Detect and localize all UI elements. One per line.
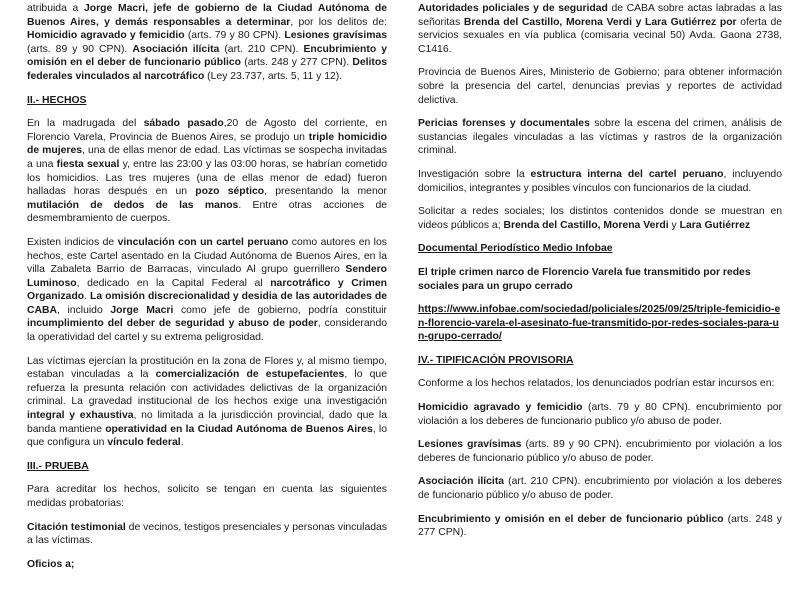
bold-text: Asociación ilícita: [132, 43, 220, 55]
right-paragraph-2: Provincia de Buenos Aires, Ministerio de Gobierno; para obtener información sobre la presencia del cartel, denuncias previas y reportes de actividad delictiva.: [418, 67, 782, 106]
text: y: [668, 219, 680, 231]
section-heading-prueba: III.- PRUEBA: [27, 460, 89, 472]
text: , lo que configura un: [27, 423, 388, 449]
bold-text: Homicidio agravado y femicidio: [418, 402, 583, 414]
bold-text: Pericias forenses y documentales: [418, 118, 590, 130]
section-heading-tipificacion: IV.- TIPIFICACIÓN PROVISORIA: [418, 354, 574, 366]
text: (arts. 248 y 277 CPN).: [241, 57, 353, 69]
bold-text: Citación testimonial: [27, 521, 126, 533]
bold-text: Brenda del Castillo, Morena Verdi: [503, 219, 669, 231]
tipificacion-intro: Conforme a los hechos relatados, los denunciados podrían estar incursos en:: [418, 378, 775, 390]
oficios-label: Oficios a;: [27, 558, 75, 570]
bold-text: triple homicidio de mujeres: [27, 131, 387, 157]
bold-text: Jorge Macri: [110, 304, 174, 316]
right-paragraph-1: [418, 2, 782, 56]
text: (arts. 89 y 90 CPN). encubrimiento por violación a los deberes de funcionario público y/o abuso de poder.: [418, 439, 782, 464]
text: como autores en los hechos, este Cartel asentado en la Ciudad Autónoma de Buenos Aires, en la villa Zabaleta Barrio de Barracas, vinculado Al grupo guerrillero: [27, 236, 387, 276]
section-heading-infobae: Documental Periodístico Medio Infobae: [418, 243, 613, 255]
bold-text: Asociación ilícita: [418, 476, 505, 488]
text: oferta de servicios sexuales en vía publica (comisaria vecinal 50) Avda. Gaona 2738, C1416.: [418, 16, 782, 55]
bold-text: narcotráfico y Crimen Organizado: [27, 277, 388, 303]
bold-text: vínculo federal: [107, 437, 181, 449]
text: atribuida a: [27, 3, 84, 14]
text: , incluyendo domicilios, integrantes y posibles vínculos con funcionarios de la ciudad.: [418, 168, 782, 194]
text: ,20 de Agosto del corriente, en Florencio Varela, Provincia de Buenos Aires, se produjo un: [27, 118, 387, 143]
bold-text: Autoridades policiales y de seguridad: [418, 3, 608, 14]
text: (arts. 79 y 80 CPN).: [184, 30, 285, 42]
bold-text: incumplimiento del deber de seguridad y abuso de poder: [27, 318, 318, 330]
right-paragraph-4: [418, 168, 782, 195]
right-paragraph-5: [418, 205, 782, 232]
text: , dedicado en la Capital Federal al: [76, 277, 271, 289]
infobae-article-title: El triple crimen narco de Florencio Varela fue transmitido por redes sociales para un grupo cerrado: [418, 266, 751, 292]
text: y, entre las 23:00 y las 03:00 horas, se habrían cometido los homicidios. Las tres mujeres (una de ellas menor de edad) fueron halladas horas después en un: [27, 158, 387, 198]
right-paragraph-3: [418, 117, 782, 158]
text: . Entre otras acciones de desmembramiento de cuerpos.: [27, 199, 388, 225]
text: (Ley 23.737, arts. 5, 11 y 12).: [204, 70, 343, 82]
bold-text: Delitos federales vinculados al narcotráfico: [27, 57, 387, 82]
text: .: [84, 291, 91, 303]
text: , presentando la menor: [264, 186, 387, 198]
bold-text: Brenda del Castillo, Morena Verdi y Lara Gutiérrez por: [463, 16, 737, 28]
bold-text: mutilación de dedos de las manos: [27, 199, 239, 211]
bold-text: integral y exhaustiva: [27, 410, 134, 422]
bold-text: pozo séptico: [195, 186, 265, 198]
bold-text: Lara Gutiérrez: [679, 219, 751, 231]
text: , por los delitos de:: [290, 16, 388, 28]
text: Investigación sobre la: [418, 168, 531, 180]
bold-text: operatividad en la Ciudad Autónoma de Buenos Aires: [105, 423, 373, 435]
text: Existen indicios de: [27, 236, 118, 248]
intro-paragraph: [27, 2, 387, 84]
bold-text: estructura interna del cartel peruano: [530, 168, 724, 180]
text: , incluido: [57, 304, 111, 316]
text: En la madrugada del: [27, 118, 144, 130]
hechos-paragraph-1: [27, 117, 387, 226]
bold-text: Encubrimiento y omisión en el deber de funcionario público: [27, 43, 387, 69]
bold-text: Encubrimiento y omisión en el deber de funcionario público: [418, 513, 724, 525]
bold-text: Jorge Macri, jefe de gobierno de la Ciudad Autónoma de Buenos Aires, y demás responsables a determinar: [27, 3, 387, 28]
bold-text: La omisión discrecionalidad y desidia de las autoridades de CABA: [27, 291, 387, 316]
infobae-article-link[interactable]: https://www.infobae.com/sociedad/policiales/2025/09/25/triple-femicidio-en-florencio-varela-el-asesinato-fue-transmitido-por-redes-sociales-para-un-grupo-cerrado/: [418, 304, 781, 343]
prueba-paragraph-2: [27, 521, 387, 548]
text: (arts. 89 y 90 CPN).: [27, 43, 133, 55]
bold-text: Sendero Luminoso: [27, 264, 387, 289]
text: como jefe de gobierno, podría constituir: [173, 304, 387, 316]
bold-text: sábado pasado: [143, 118, 224, 130]
text: Solicitar a redes sociales; los distintos contenidos donde se muestran en videos públicos a;: [418, 206, 782, 231]
text: , lo que refuerza la presunta relación con actividades delictivas de la organización criminal. La gravedad institucional de los hechos exige una investigación: [27, 369, 387, 408]
bold-text: Homicidio agravado y femicidio: [27, 30, 185, 42]
text: .: [180, 437, 184, 449]
hechos-paragraph-3: [27, 355, 387, 450]
text: , considerando la operatividad del cartel y su extrema peligrosidad.: [27, 318, 388, 344]
text: (art. 210 CPN). encubrimiento por violación a los deberes de funcionario público y/o abuso de poder.: [418, 476, 782, 502]
tipificacion-item-3: [418, 475, 782, 502]
bold-text: Lesiones gravísimas: [418, 439, 522, 451]
text: sobre la escena del crimen, análisis de sustancias ilegales vinculadas a las víctimas y rastros de la organización criminal.: [418, 118, 782, 157]
text: (arts. 248 y 277 CPN).: [418, 513, 782, 539]
left-column: [27, 2, 387, 581]
tipificacion-item-1: [418, 401, 782, 428]
bold-text: comercialización de estupefacientes: [155, 369, 345, 381]
text: Las víctimas ejercían la prostitución en la zona de Flores y, al mismo tiempo, estaban vinculadas a la: [27, 355, 387, 381]
bold-text: Lesiones gravísimas: [284, 30, 388, 42]
bold-text: fiesta sexual: [56, 158, 120, 170]
text: , no limitada a la jurisdicción provincial, dado que la banda mantiene: [27, 410, 388, 435]
prueba-paragraph-1: Para acreditar los hechos, solicito se tengan en cuenta las siguientes medidas probatorias:: [27, 484, 387, 509]
tipificacion-item-4: [418, 513, 782, 540]
text: (arts. 79 y 80 CPN). encubrimiento por violación a los deberes de funcionario publico y/o abuso de poder.: [418, 402, 782, 427]
text: de CABA sobre actas labradas a las señoritas: [418, 3, 782, 28]
text: , una de ellas menor de edad. Las víctimas se sospecha invitadas a una: [27, 145, 387, 170]
tipificacion-item-2: [418, 438, 782, 465]
section-heading-hechos: II.- HECHOS: [27, 94, 87, 106]
bold-text: vinculación con un cartel peruano: [117, 236, 289, 248]
text: de vecinos, testigos presenciales y personas vinculadas a las víctimas.: [27, 521, 387, 547]
right-column: [418, 2, 782, 550]
hechos-paragraph-2: [27, 236, 387, 345]
text: (art. 210 CPN).: [219, 43, 304, 55]
